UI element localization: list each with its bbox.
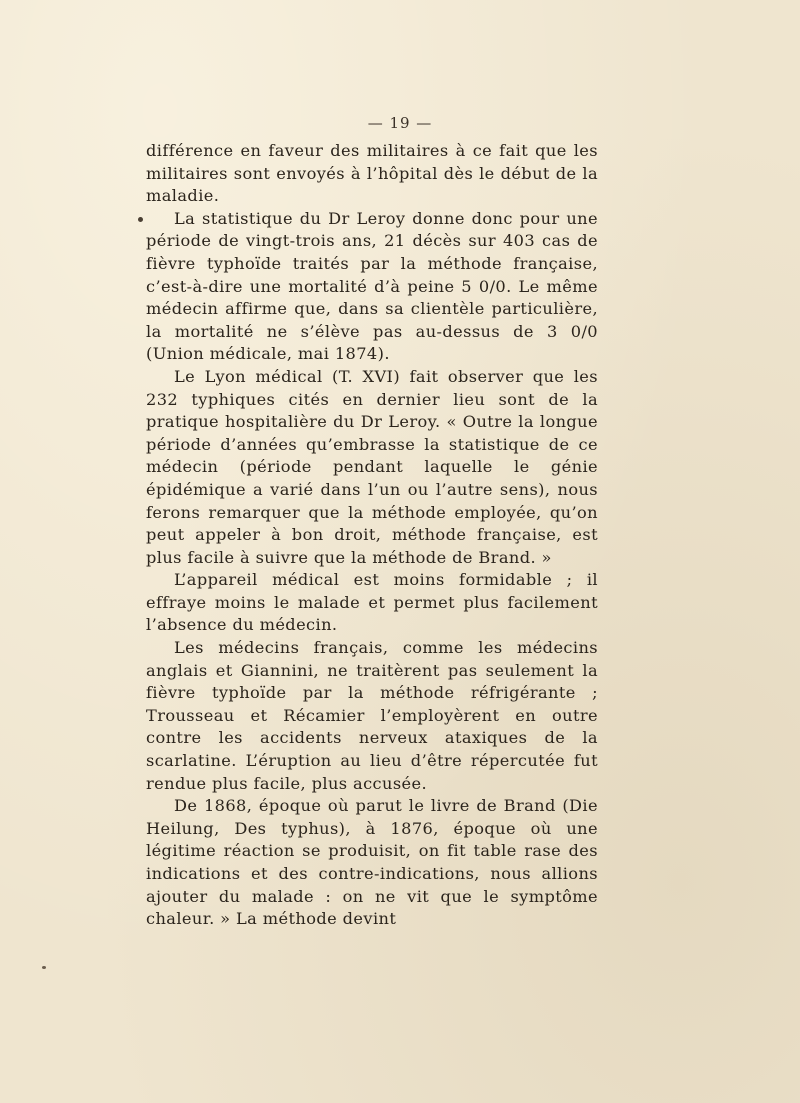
paragraph-1: différence en faveur des militaires à ce fait que les militaires sont envoyés à l’hôpital dès le début de la maladie.	[146, 141, 598, 206]
paragraph-2: La statistique du Dr Leroy donne donc pour une période de vingt-trois ans, 21 décès sur 403 cas de fièvre typhoïde traités par la méthode française, c’est-à-dire une mortalité d’à peine 5 0/0. Le même médecin affirme que, dans sa clientèle particulière, la mortalité ne s’élève pas au-dessus de 3 0/0 (Union médicale, mai 1874).	[146, 208, 598, 364]
paragraph-6: De 1868, époque où parut le livre de Brand (Die Heilung, Des typhus), à 1876, époque où une légitime réaction se produisit, on fit table rase des indications et des contre-indications, nous allions ajouter du malade : on ne vit que le symptôme chaleur. » La méthode devint	[146, 796, 598, 929]
paragraph-5: Les médecins français, comme les médecins anglais et Giannini, ne traitèrent pas seulement la fièvre typhoïde par la méthode réfrigérante ; Trousseau et Récamier l’employèrent en outre contre les accidents nerveux ataxiques de la scarlatine. L’éruption au lieu d’être répercutée fut rendue plus facile, plus accusée.	[146, 638, 598, 793]
paragraph-3: Le Lyon médical (T. XVI) fait observer que les 232 typhiques cités en dernier lieu sont de la pratique hospitalière du Dr Leroy. « Outre la longue période d’années qu’embrasse la statistique de ce médecin (période pendant laquelle le génie épidémique a varié dans l’un ou l’autre sens), nous ferons remarquer que la méthode employée, qu’on peut appeler à bon droit, méthode française, est plus facile à suivre que la méthode de Brand. »	[146, 366, 598, 567]
body-text	[146, 140, 598, 931]
margin-dot-mark	[138, 217, 143, 222]
paragraph-4: L’appareil médical est moins formidable ; il effraye moins le malade et permet plus facilement l’absence du médecin.	[146, 570, 598, 635]
page-number: — 19 —	[367, 114, 433, 132]
margin-stray-mark	[42, 966, 46, 969]
